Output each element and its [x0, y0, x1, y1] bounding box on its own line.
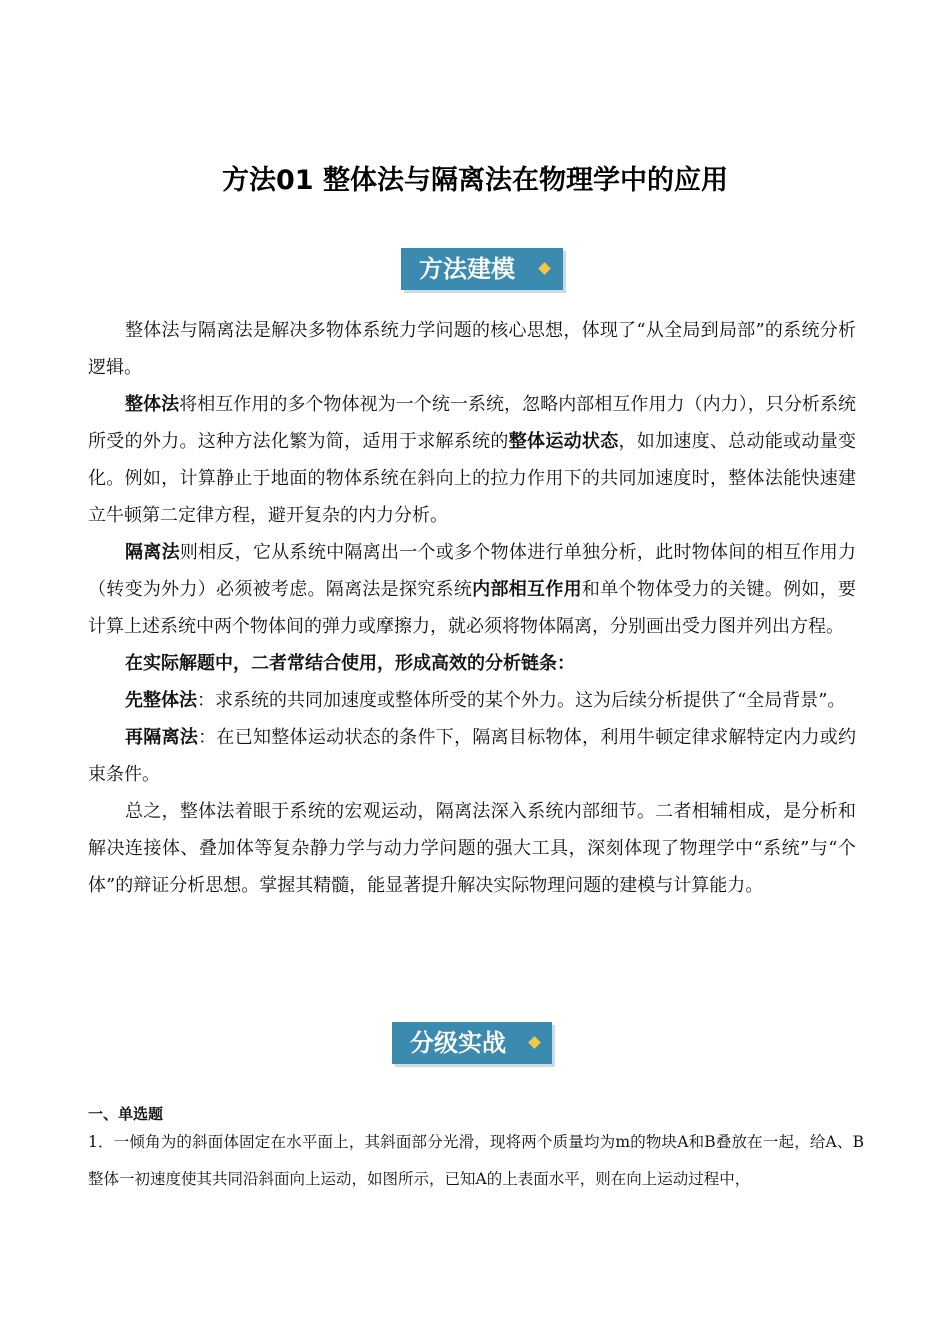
banner-label: 方法建模: [419, 255, 515, 283]
paragraph-step-isolate: [88, 719, 856, 793]
paragraph-step-whole: [88, 682, 856, 719]
section-banner-method: [401, 248, 563, 290]
paragraph-summary: 总之，整体法着眼于系统的宏观运动，隔离法深入系统内部细节。二者相辅相成，是分析和解决连接体、叠加体等复杂静力学与动力学问题的强大工具，深刻体现了物理学中“系统”与“个体”的辩证分析思想。掌握其精髓，能显著提升解决实际物理问题的建模与计算能力。: [88, 801, 856, 896]
section-heading: 一、单选题: [88, 1105, 164, 1123]
section-banner-practice: [392, 1022, 552, 1064]
diamond-icon: [538, 262, 551, 275]
paragraph-whole-method: [88, 386, 856, 534]
paragraph-intro: 整体法与隔离法是解决多物体系统力学问题的核心思想，体现了“从全局到局部”的系统分析逻辑。: [88, 320, 856, 378]
page-title: 方法01 整体法与隔离法在物理学中的应用: [222, 165, 728, 196]
bold-term: 整体法: [125, 394, 180, 415]
article-body: [88, 312, 856, 904]
diamond-icon: [528, 1036, 541, 1049]
bold-term: 整体运动状态: [508, 431, 619, 452]
bold-term: 先整体法: [125, 690, 197, 711]
banner-label: 分级实战: [410, 1029, 506, 1057]
bold-sentence: 在实际解题中，二者常结合使用，形成高效的分析链条：: [125, 653, 575, 674]
paragraph-text: ，如加速度、总动能或动量变化。例如，计算静止于地面的物体系统在斜向上的拉力作用下的共同加速度时，整体法能快速建立牛顿第二定律方程，避开复杂的内力分析。: [88, 431, 857, 526]
paragraph-isolation-method: [88, 534, 856, 645]
paragraph-text: ：在已知整体运动状态的条件下，隔离目标物体，利用牛顿定律求解特定内力或约束条件。: [88, 727, 857, 785]
paragraph-combined: [88, 645, 856, 682]
paragraph-text: 和单个物体受力的关键。例如，要计算上述系统中两个物体间的弹力或摩擦力，就必须将物体隔离，分别画出受力图并列出方程。: [88, 579, 857, 637]
question-1: 1．一倾角为的斜面体固定在水平面上，其斜面部分光滑，现将两个质量均为m的物块A和B叠放在一起，给A、B整体一初速度使其共同沿斜面向上运动，如图所示，已知A的上表面水平，则在向上运动过程中，: [88, 1133, 864, 1188]
paragraph-text: ：求系统的共同加速度或整体所受的某个外力。这为后续分析提供了“全局背景”。: [197, 690, 846, 711]
bold-term: 隔离法: [125, 542, 180, 563]
paragraph-text: 将相互作用的多个物体视为一个统一系统，忽略内部相互作用力（内力），只分析系统所受的外力。这种方法化繁为简，适用于求解系统的: [88, 394, 857, 452]
bold-term: 再隔离法: [125, 727, 199, 748]
bold-term: 内部相互作用: [472, 579, 582, 600]
paragraph-text: 则相反，它从系统中隔离出一个或多个物体进行单独分析，此时物体间的相互作用力（转变为外力）必须被考虑。隔离法是探究系统: [88, 542, 857, 600]
